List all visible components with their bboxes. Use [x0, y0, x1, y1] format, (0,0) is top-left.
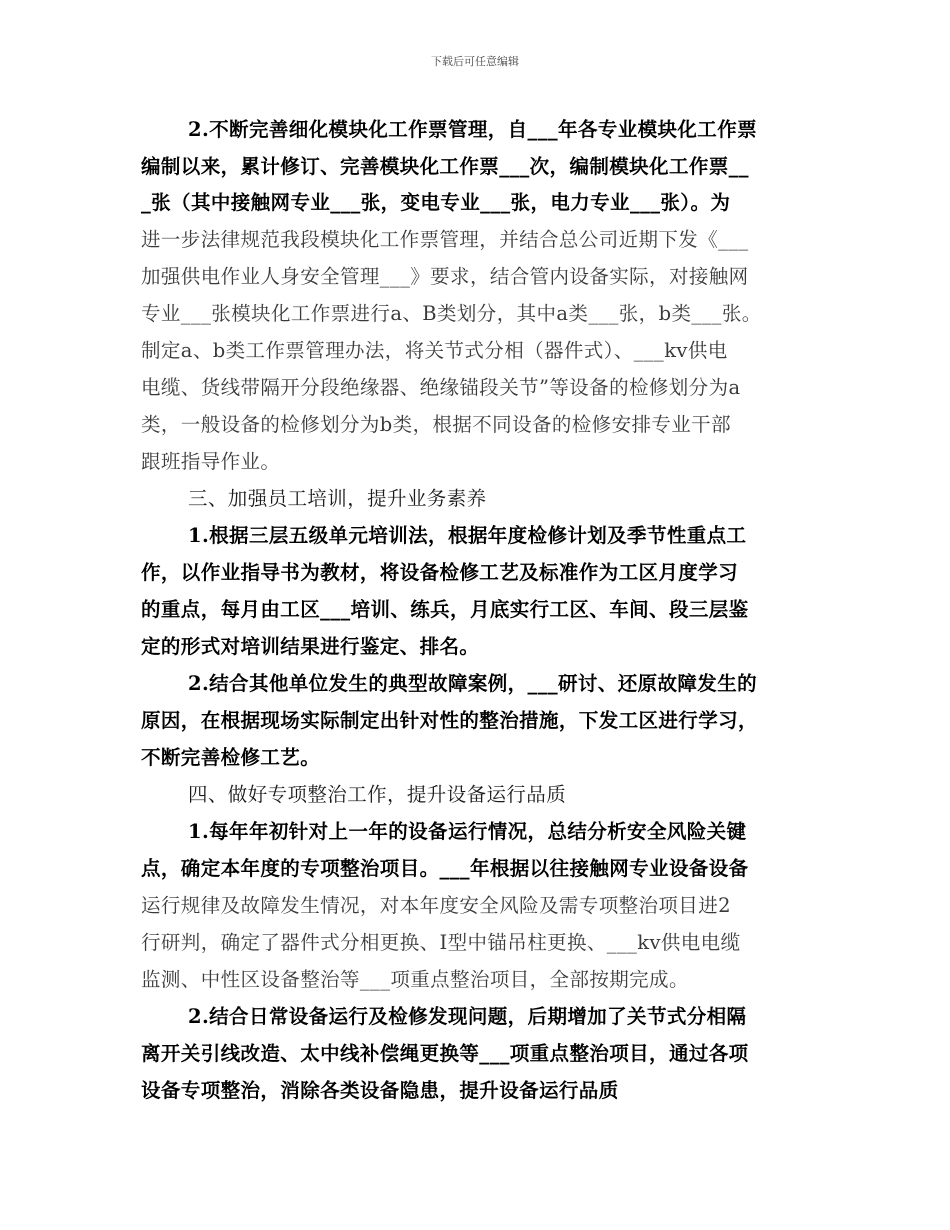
text-line: 点，确定本年度的专项整治项目。___年根据以往接触网专业设备设备 — [141, 857, 749, 880]
text-line: 2.结合其他单位发生的典型故障案例，___研讨、还原故障发生的 — [188, 672, 758, 695]
text-line: _张（其中接触网专业___张，变电专业___张，电力专业___张）。为 — [141, 191, 731, 214]
text-line: 2.结合日常设备运行及检修发现问题，后期增加了关节式分相隔 — [188, 1005, 747, 1028]
text-line: 加强供电作业人身安全管理___》要求，结合管内设备实际，对接触网 — [141, 265, 749, 288]
text-line: 监测、中性区设备整治等___项重点整治项目，全部按期完成。 — [141, 968, 689, 991]
text-line: 专业___张模块化工作票进行a、B类划分，其中a类___张，b类___张。 — [141, 302, 762, 325]
text-line: 跟班指导作业。 — [141, 450, 281, 473]
text-line: 制定a、b类工作票管理办法，将关节式分相（器件式）、___kv供电 — [141, 339, 728, 362]
text-line: 定的形式对培训结果进行鉴定、排名。 — [141, 635, 480, 658]
text-line: 电缆、货线带隔开分段绝缘器、绝缘锚段关节”等设备的检修划分为a — [141, 376, 741, 399]
text-line: 编制以来，累计修订、完善模块化工作票___次，编制模块化工作票__ — [141, 155, 749, 178]
text-line: 类，一般设备的检修划分为b类，根据不同设备的检修安排专业干部 — [141, 413, 731, 436]
text-line: 1.每年年初针对上一年的设备运行情况，总结分析安全风险关键 — [188, 820, 747, 843]
text-line: 原因，在根据现场实际制定出针对性的整治措施，下发工区进行学习， — [141, 709, 758, 732]
section-heading: 三、加强员工培训，提升业务素养 — [188, 487, 487, 510]
text-line: 行研判，确定了器件式分相更换、Ⅰ型中锚吊柱更换、___kv供电电缆 — [141, 931, 741, 954]
text-line: 离开关引线改造、太中线补偿绳更换等___项重点整治项目，通过各项 — [141, 1042, 749, 1065]
text-line: 不断完善检修工艺。 — [141, 746, 321, 769]
text-line: 的重点，每月由工区___培训、练兵，月底实行工区、车间、段三层鉴 — [141, 598, 749, 621]
text-line: 1.根据三层五级单元培训法，根据年度检修计划及季节性重点工 — [188, 524, 747, 547]
section-heading: 四、做好专项整治工作，提升设备运行品质 — [188, 783, 567, 806]
text-line: 作，以作业指导书为教材，将设备检修工艺及标准作为工区月度学习 — [141, 561, 739, 584]
page-header-note: 下载后可任意编辑 — [431, 55, 519, 68]
text-line: 设备专项整治，消除各类设备隐患，提升设备运行品质 — [141, 1079, 619, 1102]
text-line: 运行规律及故障发生情况，对本年度安全风险及需专项整治项目进2 — [141, 894, 731, 917]
text-line: 进一步法律规范我段模块化工作票管理，并结合总公司近期下发《___ — [141, 228, 749, 251]
text-line: 2.不断完善细化模块化工作票管理，自___年各专业模块化工作票 — [188, 118, 758, 141]
